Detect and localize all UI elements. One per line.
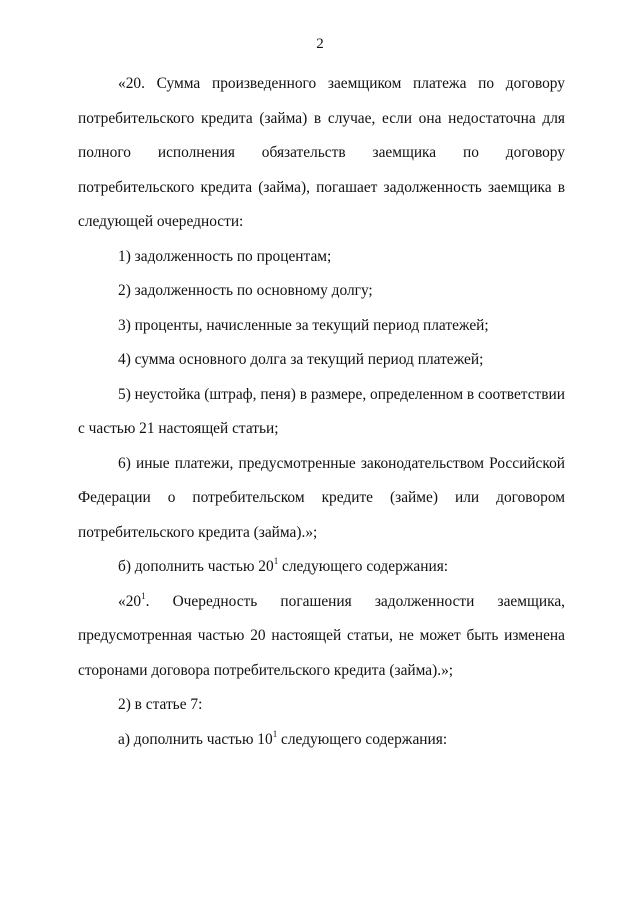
amendment-a-suffix: следующего содержания: — [277, 730, 448, 748]
amendment-b-prefix: б) дополнить частью 20 — [118, 558, 274, 575]
part-20-1-superscript: 1 — [141, 590, 146, 601]
list-item-5: 5) неустойка (штраф, пеня) в размере, определенном в соответствии с частью 21 настоящей статьи; — [78, 385, 565, 437]
paragraph-article-7: 2) в статье 7: — [118, 696, 203, 713]
amendment-b-suffix: следующего содержания: — [278, 558, 449, 575]
list-item-2: 2) задолженность по основному долгу; — [118, 282, 373, 299]
amendment-a-prefix: а) дополнить частью 10 — [118, 730, 273, 748]
list-item-4: 4) сумма основного долга за текущий период платежей; — [118, 351, 484, 368]
paragraph-amendment-a — [78, 723, 565, 758]
list-item-6: 6) иные платежи, предусмотренные законодательством Российской Федерации о потребительском кредите (займе) или договором потребительского кредита (займа).»; — [78, 454, 565, 541]
paragraph-part-20: «20. Сумма произведенного заемщиком платежа по договору потребительского кредита (займа) в случае, если она недостаточна для полного исполнения обязательств заемщика по договору потребительского кредита (займа), погашает задолженность заемщика в следующей очередности: — [78, 75, 565, 230]
amendment-b-superscript: 1 — [273, 556, 279, 566]
part-20-1-text: . Очередность погашения задолженности заемщика, предусмотренная частью 20 настоящей статьи, не может быть изменена сторонами договора потребительского кредита (займа).»; — [78, 592, 565, 679]
part-20-1-prefix: «20 — [118, 592, 142, 610]
list-item-3: 3) проценты, начисленные за текущий период платежей; — [118, 316, 489, 334]
amendment-a-superscript: 1 — [272, 728, 278, 739]
document-body — [78, 67, 565, 757]
list-item-1: 1) задолженность по процентам; — [118, 247, 332, 265]
page-number: 2 — [316, 36, 324, 52]
paragraph-amendment-b — [78, 550, 565, 585]
paragraph-part-20-1 — [78, 585, 565, 689]
